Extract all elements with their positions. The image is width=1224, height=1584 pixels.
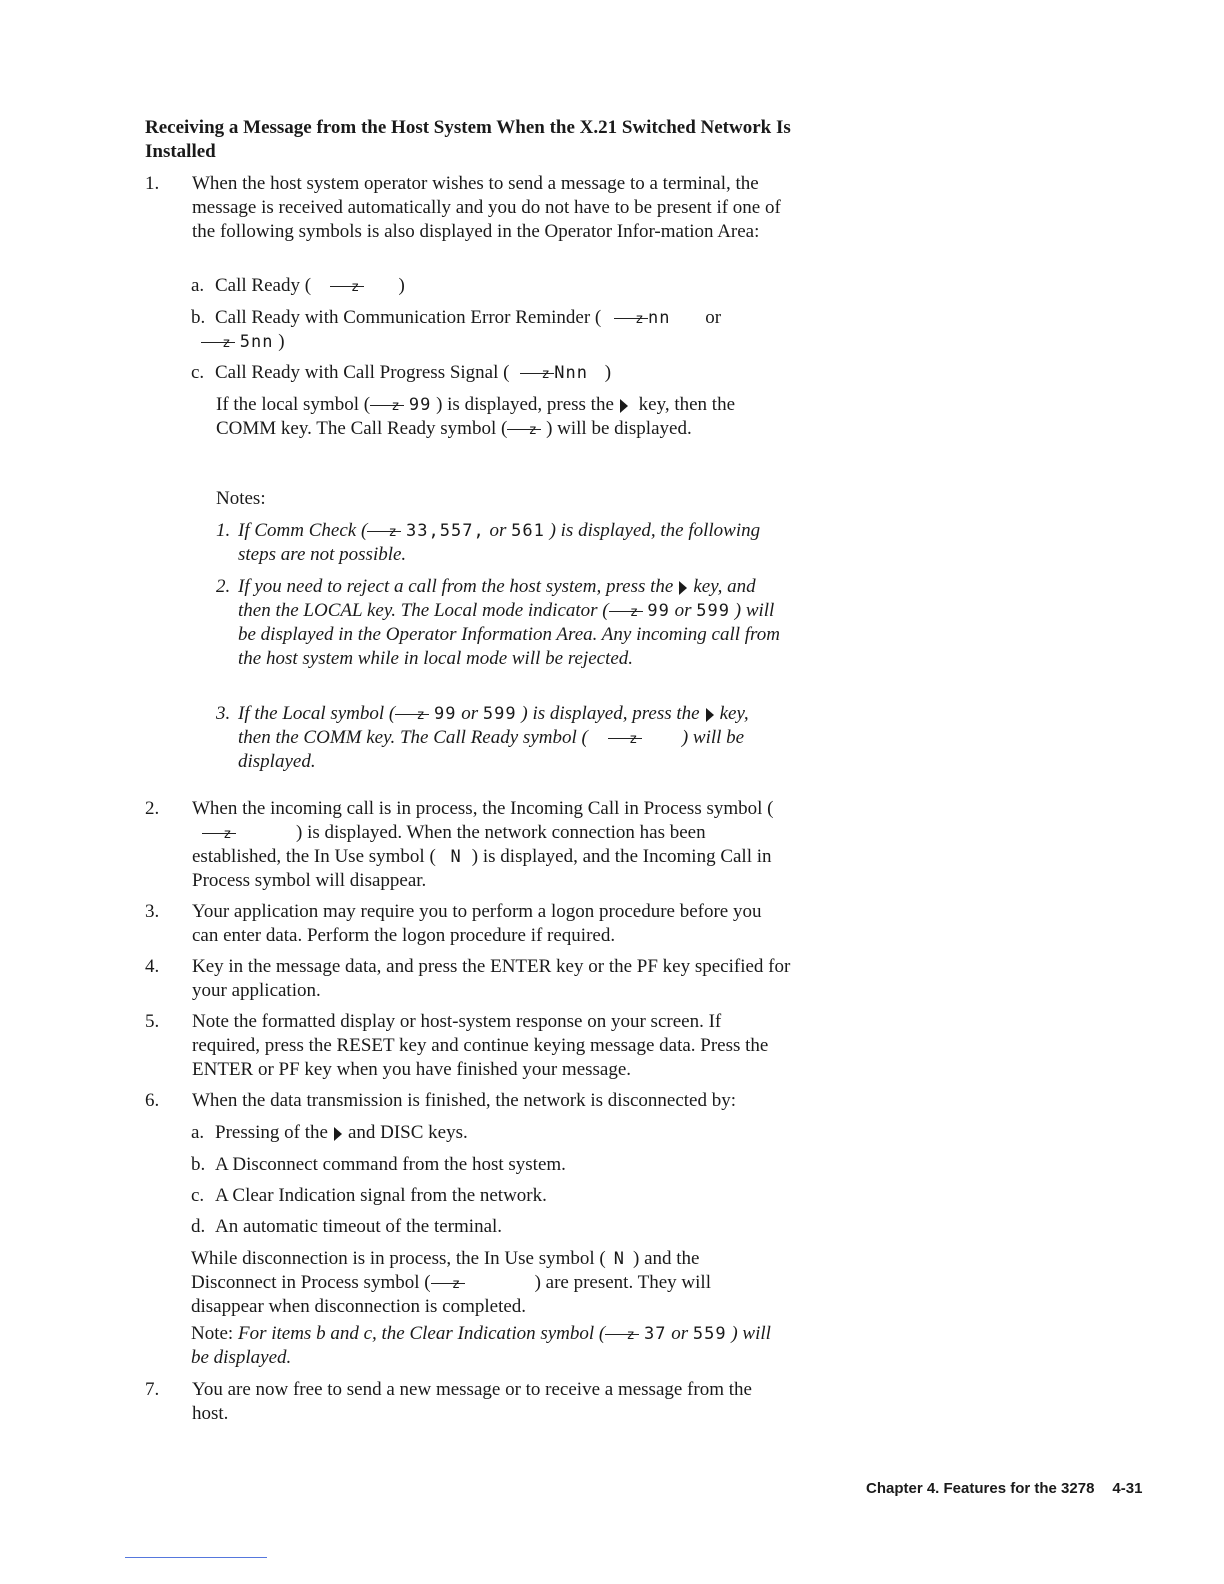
step-number: 1. xyxy=(145,173,160,194)
local-symbol-paragraph: If the local symbol (z 99 ) is displayed, press the key, then the COMM key. The Call Ready symbol (z ) will be displayed. xyxy=(216,393,786,441)
comm-error-symbol-icon xyxy=(614,314,648,324)
call-ready-symbol-icon xyxy=(507,425,541,435)
disconnect-note: Note: For items b and c, the Clear Indication symbol (z 37 or 559 ) will be displayed. xyxy=(191,1322,781,1370)
step-2: 2. When the incoming call is in process, the Incoming Call in Process symbol (z) is displayed. When the network connection has been established, the In Use symbol ( N ) is displayed, and the Incoming Call in Process symbol will disappear. xyxy=(145,797,825,893)
step-3: 3. Your application may require you to perform a logon procedure before you can enter data. Perform the logon procedure if required. xyxy=(145,901,762,946)
sub-item-call-ready-error: b. Call Ready with Communication Error Reminder ( z nn or z 5nn ) xyxy=(191,306,831,354)
call-progress-symbol-icon xyxy=(520,369,554,379)
page-footer xyxy=(866,1480,1156,1497)
note-1: 1. If Comm Check (z 33,557, or 561 ) is displayed, the following steps are not possible. xyxy=(216,519,786,567)
divider xyxy=(125,1557,267,1558)
step-7: 7. You are now free to send a new message or to receive a message from the host. xyxy=(145,1379,752,1424)
alt-key-arrow-icon xyxy=(334,1127,342,1141)
step-text: When the host system operator wishes to send a message to a terminal, the message is received automatically and you do not have to be present if one of the following symbols is also displayed in the Operator Infor-mation Area: xyxy=(192,173,781,242)
clear-indication-symbol-icon xyxy=(605,1330,639,1340)
incoming-call-symbol-icon xyxy=(202,829,236,839)
disconnect-paragraph: While disconnection is in process, the In Use symbol ( N ) and the Disconnect in Process symbol (z ) are present. They will disappear when disconnection is completed. xyxy=(191,1247,781,1319)
local-symbol-icon xyxy=(609,607,643,617)
page-number: 4-31 xyxy=(1112,1480,1143,1497)
step6-sub-a: a. Pressing of the and DISC keys. xyxy=(191,1122,468,1143)
notes-title: Notes: xyxy=(216,488,266,509)
chapter-title: Chapter 4. Features for the 3278 xyxy=(866,1480,1095,1497)
comm-error-symbol-icon xyxy=(201,338,235,348)
step-6: 6. When the data transmission is finished, the network is disconnected by: xyxy=(145,1090,737,1111)
local-symbol-icon xyxy=(370,401,404,411)
sub-item-call-progress: c. Call Ready with Call Progress Signal ( z Nnn ) xyxy=(191,361,831,385)
disconnect-symbol-icon xyxy=(431,1279,465,1289)
note-2: 2. If you need to reject a call from the host system, press the key, and then the LOCAL key. The Local mode indicator (z 99 or 599 ) will be displayed in the Operator Information Area. Any incoming call from the host system while in local mode will be rejected. xyxy=(216,575,786,671)
step-4: 4. Key in the message data, and press the ENTER key or the PF key specified for your application. xyxy=(145,956,791,1001)
alt-key-arrow-icon xyxy=(706,708,714,722)
step6-sub-b: b. A Disconnect command from the host system. xyxy=(191,1154,566,1175)
step-1 xyxy=(145,172,825,244)
step6-sub-c: c. A Clear Indication signal from the network. xyxy=(191,1185,547,1206)
note-3: 3. If the Local symbol (z 99 or 599 ) is displayed, press the key, then the COMM key. The Call Ready symbol (z ) will be displayed. xyxy=(216,702,786,774)
local-symbol-icon xyxy=(395,710,429,720)
step6-sub-d: d. An automatic timeout of the terminal. xyxy=(191,1216,503,1237)
comm-check-symbol-icon xyxy=(367,527,401,537)
call-ready-symbol-icon xyxy=(330,282,364,292)
sub-item-call-ready: a. Call Ready ( z ) xyxy=(191,274,831,298)
alt-key-arrow-icon xyxy=(620,399,628,413)
alt-key-arrow-icon xyxy=(679,581,687,595)
section-heading: Receiving a Message from the Host System When the X.21 Switched Network Is Installed xyxy=(145,117,791,162)
call-ready-symbol-icon xyxy=(608,734,642,744)
step-5: 5. Note the formatted display or host-system response on your screen. If required, press the RESET key and continue keying message data. Press the ENTER or PF key when you have finished your message. xyxy=(145,1011,769,1080)
